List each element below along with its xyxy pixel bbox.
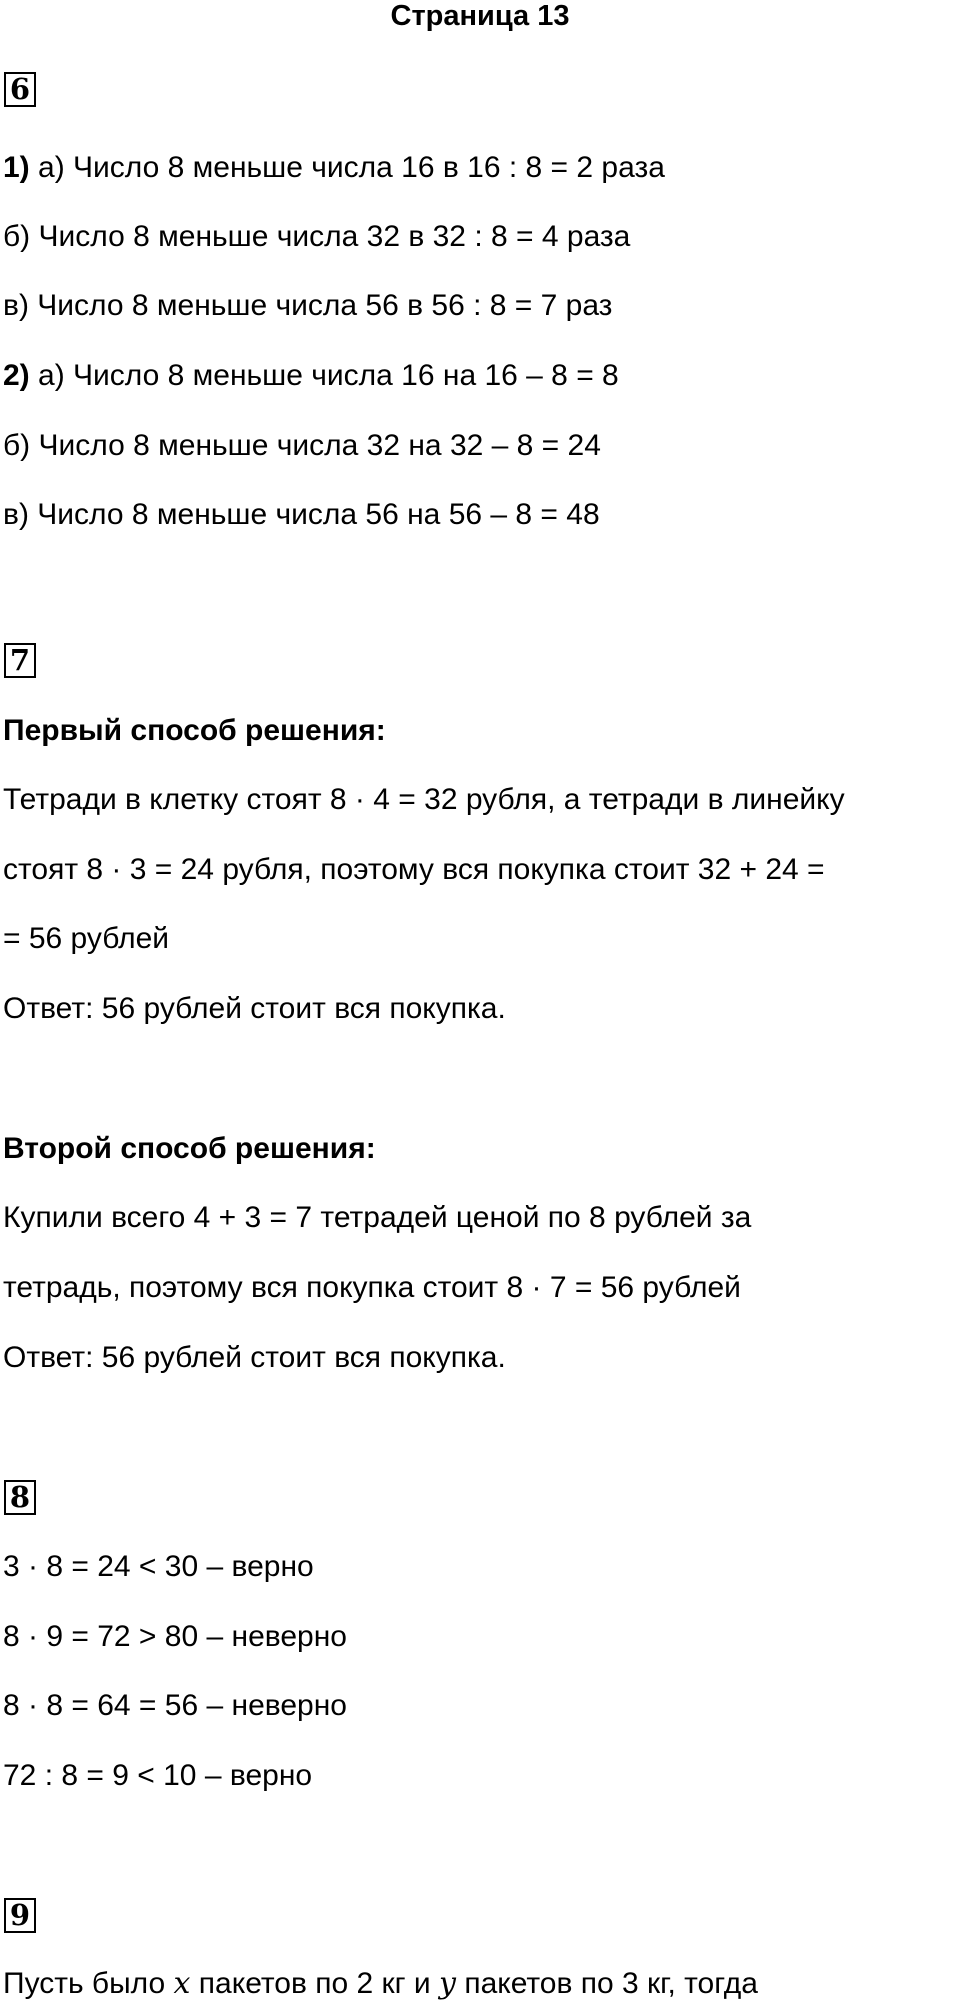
task8-line-2: 8 · 9 = 72 > 80 – неверно [3, 1620, 347, 1653]
task6-part1-a-text: а) Число 8 меньше числа 16 в 16 : 8 = 2 раза [29, 151, 665, 184]
task-number-7: 7 [4, 643, 36, 678]
task6-part2-a [3, 358, 619, 394]
task7-method1-line3: = 56 рублей [3, 922, 170, 955]
task7-method2-line1: Купили всего 4 + 3 = 7 тетрадей ценой по 8 рублей за [3, 1201, 752, 1234]
task6-part1-c: в) Число 8 меньше числа 56 в 56 : 8 = 7 раз [3, 289, 613, 322]
task9-text-part3: пакетов по 3 кг, тогда [455, 1967, 758, 2000]
task9-text-part2: пакетов по 2 кг и [190, 1967, 440, 2000]
task7-method2-line2: тетрадь, поэтому вся покупка стоит 8 · 7 = 56 рублей [3, 1271, 741, 1304]
task9-text-part1: Пусть было [3, 1967, 174, 2000]
task8-line-1: 3 · 8 = 24 < 30 – верно [3, 1550, 314, 1583]
task6-part2-number: 2) [3, 359, 30, 392]
task6-part2-b: б) Число 8 меньше числа 32 на 32 – 8 = 24 [3, 429, 601, 462]
task7-method1-answer: Ответ: 56 рублей стоит вся покупка. [3, 992, 506, 1025]
variable-y: y [439, 1966, 456, 2001]
task-number-6: 6 [4, 72, 36, 107]
task6-part1-a [3, 150, 665, 186]
task7-method2-answer: Ответ: 56 рублей стоит вся покупка. [3, 1341, 506, 1374]
task9-line-1 [3, 1966, 758, 2002]
task7-method1-line1: Тетради в клетку стоят 8 · 4 = 32 рубля, а тетради в линейку [3, 783, 845, 816]
task8-line-4: 72 : 8 = 9 < 10 – верно [3, 1759, 313, 1792]
task7-method2-heading: Второй способ решения: [3, 1132, 376, 1165]
task6-part2-c: в) Число 8 меньше числа 56 на 56 – 8 = 48 [3, 498, 600, 531]
task6-part2-a-text: а) Число 8 меньше числа 16 на 16 – 8 = 8 [29, 359, 619, 392]
page-title: Страница 13 [390, 0, 570, 32]
variable-x: x [173, 1966, 191, 2001]
task7-method1-heading: Первый способ решения: [3, 714, 386, 747]
task7-method1-line2: стоят 8 · 3 = 24 рубля, поэтому вся покупка стоит 32 + 24 = [3, 853, 825, 886]
task6-part1-b: б) Число 8 меньше числа 32 в 32 : 8 = 4 раза [3, 220, 631, 253]
task-number-8: 8 [4, 1480, 36, 1515]
task6-part1-number: 1) [3, 151, 30, 184]
task-number-9: 9 [4, 1898, 36, 1933]
task8-line-3: 8 · 8 = 64 = 56 – неверно [3, 1689, 347, 1722]
